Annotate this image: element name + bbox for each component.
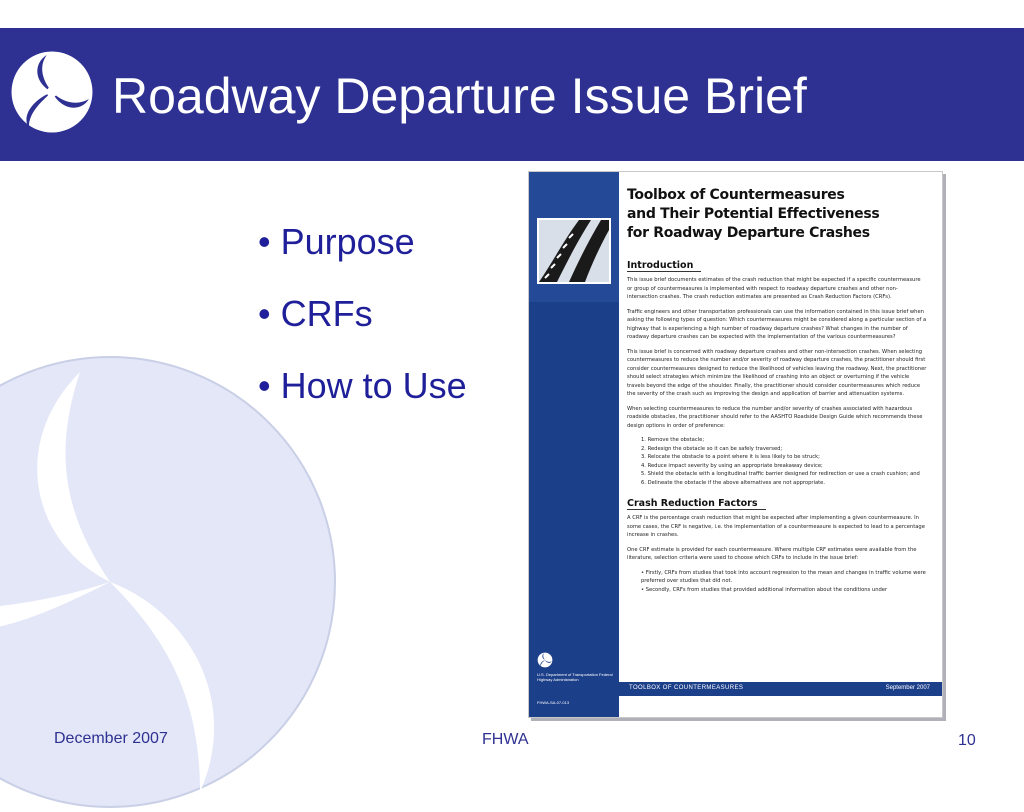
bullet-purpose: • Purpose bbox=[258, 221, 415, 262]
paragraph: One CRF estimate is provided for each countermeasure. Where multiple CRF estimates were available from the literature, selection criteria were used to choose which CRFs to include in the issue brief: bbox=[627, 546, 917, 561]
list-item: 3. Relocate the obstacle to a point where it is less likely to be struck; bbox=[641, 454, 820, 460]
bullet-crfs: • CRFs bbox=[258, 293, 373, 334]
document-body bbox=[627, 186, 927, 600]
list-item: 1. Remove the obstacle; bbox=[641, 437, 705, 443]
list-item: 5. Shield the obstacle with a longitudinal traffic barrier designed for redirection or use a crash cushion; and bbox=[641, 471, 920, 477]
page-number: 10 bbox=[958, 732, 976, 749]
list-item: 6. Delineate the obstacle if the above alternatives are not appropriate. bbox=[641, 479, 826, 486]
paragraph: Traffic engineers and other transportation professionals can use the information contained in this issue brief when asking the following types of question: Which countermeasures might be considered along a particular section of a highway that is experiencing a high number of roadway departure crashes? What changes in the number of roadway departure crashes can be expected with the implementation of the various countermeasures? bbox=[627, 308, 927, 340]
list-item: 2. Redesign the obstacle so it can be safely traversed; bbox=[641, 445, 783, 452]
selection-criteria-list bbox=[627, 569, 927, 595]
list-item: • Firstly, CRFs from studies that took into account regression to the mean and changes in traffic volume were preferred over studies that did not. bbox=[641, 569, 926, 584]
issue-brief-document bbox=[528, 171, 943, 718]
footer-org: FHWA bbox=[482, 731, 529, 748]
introduction-heading: Introduction bbox=[627, 260, 701, 272]
bullet-list bbox=[258, 220, 467, 436]
paragraph: A CRF is the percentage crash reduction that might be expected after implementing a given countermeasure. In some cases, the CRF is negative, i.e. the implementation of a countermeasure is expected to lead to a percentage increase in crashes. bbox=[627, 515, 925, 538]
document-footer-date: September 2007 bbox=[885, 685, 930, 691]
document-code: FHWA-SA-07-013 bbox=[537, 700, 570, 705]
document-title: Toolbox of Countermeasures and Their Potential Effectiveness for Roadway Departure Crashes bbox=[627, 187, 880, 241]
list-item: • Secondly, CRFs from studies that provided additional information about the conditions under bbox=[641, 586, 888, 593]
footer-date: December 2007 bbox=[54, 730, 168, 747]
dot-small-logo-icon bbox=[537, 652, 553, 668]
crf-heading: Crash Reduction Factors bbox=[627, 498, 766, 510]
list-item: 4. Reduce impact severity by using an appropriate breakaway device; bbox=[641, 462, 823, 469]
paragraph: When selecting countermeasures to reduce the number and/or severity of crashes associated with hazardous roadside obstacles, the practitioner should refer to the AASHTO Roadside Design Guide which recommends these design options in order of preference: bbox=[627, 405, 923, 429]
paragraph: This issue brief documents estimates of the crash reduction that might be expected if a specific countermeasure or group of countermeasures is implemented with respect to roadway departure crashes and other non-intersection crashes. The crash reduction estimates are presented as Crash Reduction Factors (CRFs). bbox=[627, 277, 921, 300]
department-label: U.S. Department of Transportation Federal Highway Administration bbox=[537, 672, 613, 682]
dot-logo-icon bbox=[8, 48, 96, 136]
design-options-list bbox=[627, 436, 927, 487]
document-footer-title: TOOLBOX OF COUNTERMEASURES bbox=[629, 685, 744, 691]
bullet-how-to-use: • How to Use bbox=[258, 365, 467, 406]
paragraph: This issue brief is concerned with roadway departure crashes and other non-intersection crashes. When selecting countermeasures to reduce the number and/or severity of roadway departure crashes, the practitioner should first consider countermeasures designed to reduce the likelihood of vehicles leaving the roadway. Next, the practitioner should select strategies which minimize the likelihood of crashing into an object or overturning if the vehicle travels beyond the edge of the shoulder. Finally, the practitioner should consider countermeasures which reduce the severity of the crash such as improving the design and application of barrier and attenuation systems. bbox=[627, 348, 927, 397]
road-photo-icon bbox=[537, 218, 611, 284]
slide-title: Roadway Departure Issue Brief bbox=[112, 68, 807, 124]
